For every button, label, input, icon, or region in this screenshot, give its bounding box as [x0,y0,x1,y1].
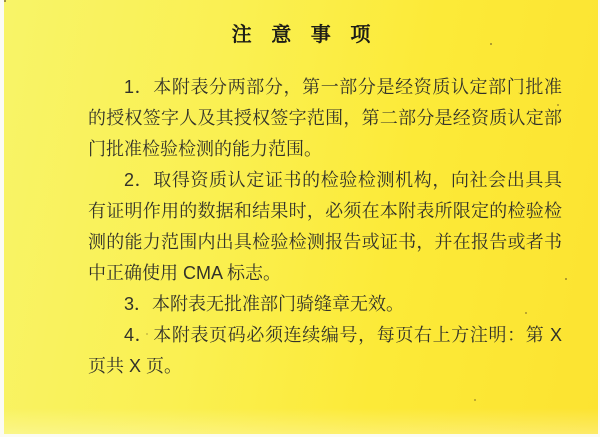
note-paragraph-4: 4．本附表页码必须连续编号，每页右上方注明：第 X 页共 X 页。 [88,325,562,376]
page-title: 注 意 事 项 [231,24,378,46]
note-paragraph-2: 2．取得资质认定证书的检验检测机构，向社会出具具有证明作用的数据和结果时，必须在本附表所限定的检验检测的能力范围内出具检验检测报告或证书，并在报告或者书中正确使用 CMA 标志。 [88,170,562,283]
yellow-paper-background [4,0,598,434]
note-paragraph-3: 3．本附表无批准部门骑缝章无效。 [124,294,405,314]
note-paragraph-1: 1．本附表分两部分，第一部分是经资质认定部门批准的授权签字人及其授权签字范围，第二部分是经资质认定部门批准检验检测的能力范围。 [88,77,562,159]
notes-body [88,72,562,382]
